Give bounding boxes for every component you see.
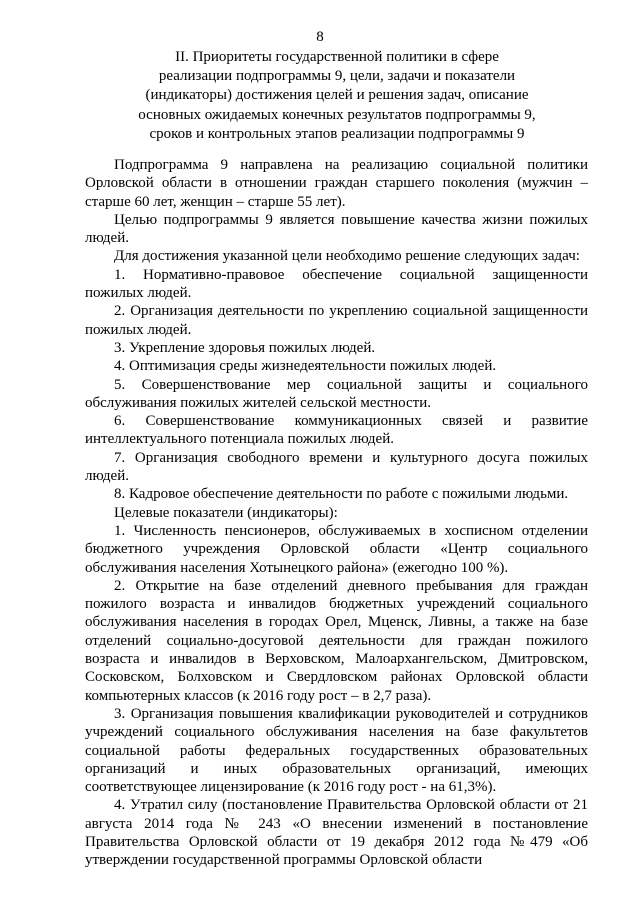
task-item: 6. Совершенствование коммуникационных связей и развитие интеллектуального потенциала пожилых людей. [85, 413, 588, 448]
heading-line: сроков и контрольных этапов реализации подпрограммы 9 [149, 125, 525, 142]
paragraph-goal: Целью подпрограммы 9 является повышение качества жизни пожилых людей. [85, 211, 588, 247]
heading-line: основных ожидаемых конечных результатов подпрограммы 9, [138, 106, 536, 123]
document-body [85, 156, 588, 870]
heading-line: II. Приоритеты государственной политики в сфере [175, 49, 499, 65]
task-item: 8. Кадровое обеспечение деятельности по работе с пожилыми людьми. [114, 486, 569, 503]
indicator-item: 1. Численность пенсионеров, обслуживаемых в хосписном отделении бюджетного учреждения Орловской области «Центр социального обслуживания населения Хотынецкого района» (ежегодно 100 %). [85, 522, 588, 576]
indicator-item: 2. Открытие на базе отделений дневного пребывания для граждан пожилого возраста и инвалидов бюджетных учреждений социального обслуживания населения в городах Орел, Мценск, Ливны, а также на базе отделений социально-досуговой деятельности для граждан пожилого возраста и инвалидов в Верховском, Малоархангельском, Дмитровском, Сосковском, Болховском и Свердловском районах Орловской области компьютерных классов (к 2016 году рост – в 2,7 раза). [85, 577, 588, 704]
task-item: 2. Организация деятельности по укреплению социальной защищенности пожилых людей. [85, 303, 588, 338]
task-item: 5. Совершенствование мер социальной защиты и социального обслуживания пожилых жителей сельской местности. [85, 376, 588, 411]
heading-line: (индикаторы) достижения целей и решения задач, описание [145, 87, 529, 104]
page-number: 8 [316, 29, 324, 45]
indicator-item: 3. Организация повышения квалификации руководителей и сотрудников учреждений социального обслуживания населения на базе факультетов социальной работы федеральных государственных образовательных организаций и иных образовательных организаций, имеющих соответствующее лицензирование (к 2016 году рост - на 61,3%). [85, 705, 588, 796]
paragraph-subprogram-direction: Подпрограмма 9 направлена на реализацию социальной политики Орловской области в отношении граждан старшего поколения (мужчин – старше 60 лет, женщин – старше 55 лет). [85, 157, 588, 210]
paragraph-tasks-intro: Для достижения указанной цели необходимо решение следующих задач: [114, 248, 580, 265]
paragraph-indicators-intro: Целевые показатели (индикаторы): [114, 504, 338, 521]
indicator-item: 4. Утратил силу (постановление Правительства Орловской области от 21 августа 2014 года № 243 «О внесении изменений в постановление Правительства Орловской области от 19 декабря 2012 года №479 «Об утверждении государственной программы Орловской области [85, 797, 588, 869]
task-item: 1. Нормативно-правовое обеспечение социальной защищенности пожилых людей. [85, 266, 588, 302]
task-item: 3. Укрепление здоровья пожилых людей. [114, 339, 376, 356]
task-item: 4. Оптимизация среды жизнедеятельности пожилых людей. [114, 358, 497, 375]
section-heading [90, 48, 584, 144]
heading-line: реализации подпрограммы 9, цели, задачи и показатели [158, 68, 516, 85]
task-item: 7. Организация свободного времени и культурного досуга пожилых людей. [85, 449, 588, 485]
